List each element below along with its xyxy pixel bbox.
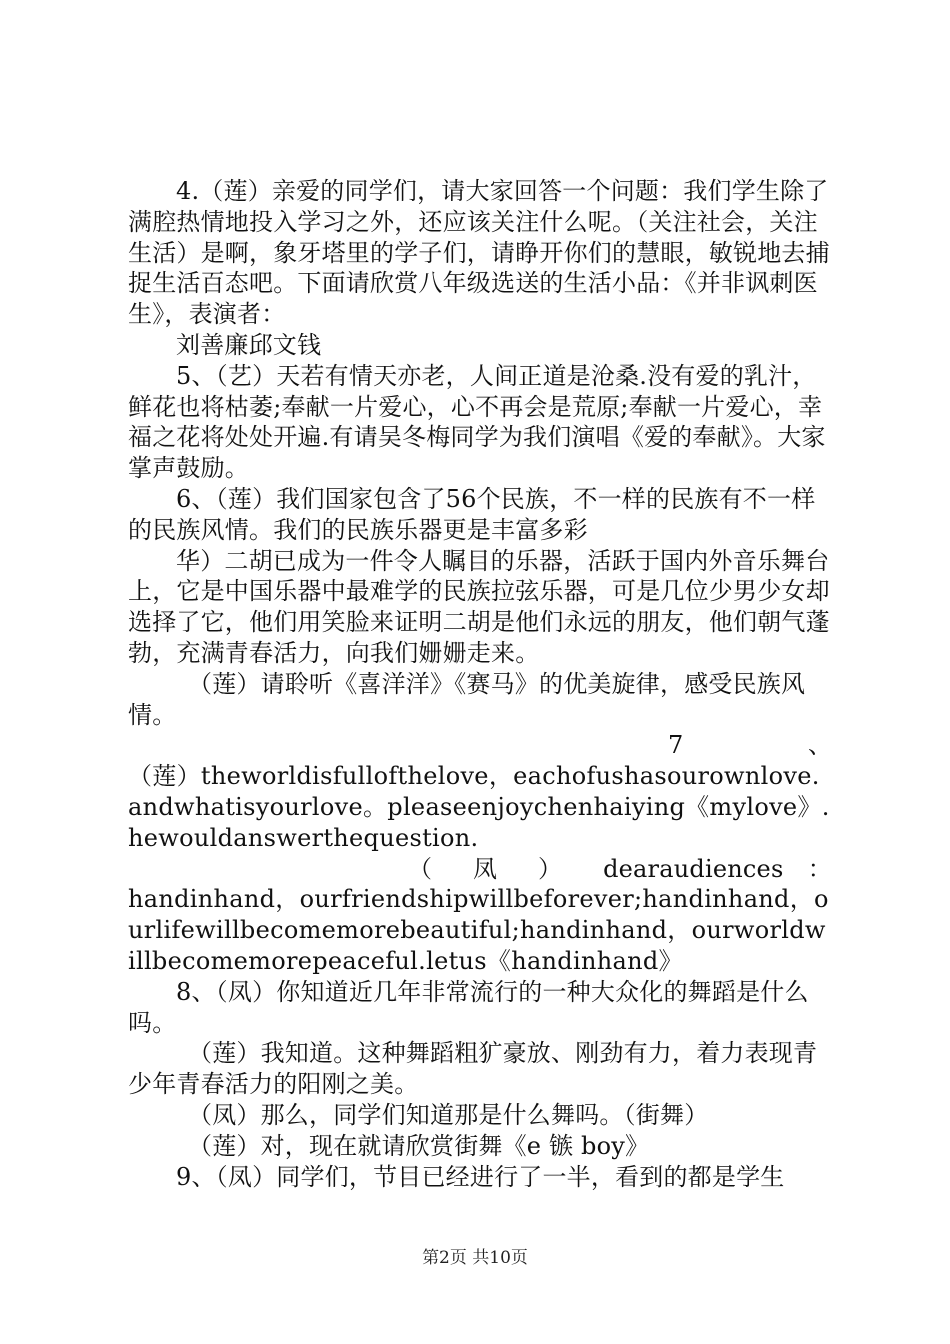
paragraph-melody: （莲）请聆听《喜洋洋》《赛马》的优美旋律，感受民族风情。 (128, 669, 806, 729)
paragraph-feng-heading: （ 凤 ） dearaudiences ： (408, 854, 832, 883)
paragraph-7-english: （莲）theworldisfullofthelove，eachofushasourownlove.andwhatisyourlove。pleaseenjoychenhaiying《mylove》.hewouldanswerthequestion. (128, 762, 830, 852)
paragraph-5: 5、（艺）天若有情天亦老，人间正道是沧桑.没有爱的乳汁，鲜花也将枯萎;奉献一片爱心，心不再会是荒原;奉献一片爱心，幸福之花将处处开遍.有请吴冬梅同学为我们演唱《爱的奉献》。大家掌声鼓励。 (128, 361, 826, 483)
paragraph-6: 6、（莲）我们国家包含了56个民族，不一样的民族有不一样的民族风情。我们的民族乐器更是丰富多彩 (128, 484, 816, 544)
paragraph-handinhand: handinhand，ourfriendshipwillbeforever;handinhand，ourlifewillbecomemorebeautiful;handinhand，ourworldwillbecomemorepeaceful.letus《handinhand》 (128, 885, 829, 975)
document-body (128, 176, 832, 1192)
paragraph-lian-streetdance: （莲）对，现在就请欣赏街舞《e 镞 boy》 (188, 1131, 650, 1160)
page-footer: 第2页 共10页 (422, 1248, 528, 1268)
paragraph-feng-question: （凤）那么，同学们知道那是什么舞吗。（街舞） (188, 1100, 709, 1129)
paragraph-9: 9、（凤）同学们，节目已经进行了一半，看到的都是学生 (176, 1162, 785, 1191)
paragraph-performers: 刘善廉邱文钱 (176, 330, 322, 359)
paragraph-4: 4.（莲）亲爱的同学们，请大家回答一个问题：我们学生除了满腔热情地投入学习之外，还应该关注什么呢。（关注社会，关注生活）是啊，象牙塔里的学子们，请睁开你们的慧眼，敏锐地去捕捉生活百态吧。下面请欣赏八年级选送的生活小品：《并非讽刺医生》，表演者： (128, 177, 830, 329)
paragraph-7-number: 7 、 (668, 731, 832, 760)
paragraph-8: 8、（凤）你知道近几年非常流行的一种大众化的舞蹈是什么吗。 (128, 977, 809, 1037)
paragraph-lian-dance: （莲）我知道。这种舞蹈粗犷豪放、刚劲有力，着力表现青少年青春活力的阳刚之美。 (128, 1039, 818, 1099)
paragraph-erhu: 华）二胡已成为一件令人瞩目的乐器，活跃于国内外音乐舞台上，它是中国乐器中最难学的民族拉弦乐器，可是几位少男少女却选择了它，他们用笑脸来证明二胡是他们永远的朋友，他们朝气蓬勃，充满青春活力，向我们姗姗走来。 (128, 546, 830, 667)
